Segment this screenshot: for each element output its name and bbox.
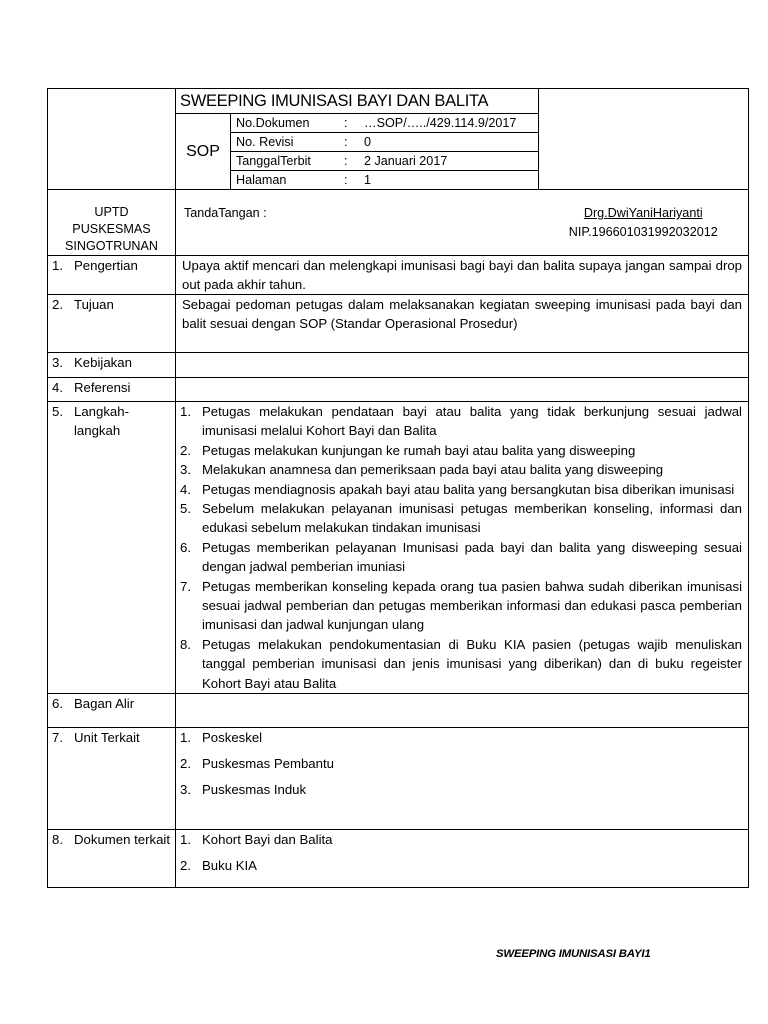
list-item bbox=[180, 577, 742, 635]
meta-value: 0 bbox=[364, 135, 372, 149]
section-number: 5. bbox=[52, 404, 63, 419]
section-number: 8. bbox=[52, 832, 63, 848]
list-item bbox=[180, 830, 742, 849]
list-item bbox=[180, 728, 742, 747]
meta-colon: : bbox=[344, 116, 348, 130]
meta-key: No.Dokumen bbox=[236, 116, 310, 130]
list-item bbox=[180, 499, 742, 538]
steps-list bbox=[180, 402, 742, 693]
document-title: SWEEPING IMUNISASI BAYI DAN BALITA bbox=[176, 89, 538, 114]
sop-block bbox=[176, 114, 538, 189]
section-title: Pengertian bbox=[74, 258, 138, 273]
meta-value: …SOP/…../429.114.9/2017 bbox=[364, 116, 517, 130]
section-title: Unit Terkait bbox=[74, 730, 140, 746]
meta-value: 1 bbox=[364, 173, 372, 187]
section-title: Kebijakan bbox=[74, 355, 132, 370]
item-text: Sebelum melakukan pelayanan imunisasi petugas memberikan konseling, informasi dan edukasi sebelum melakukan tindakan imunisasi bbox=[202, 501, 742, 536]
tujuan-text: Sebagai pedoman petugas dalam melaksanakan kegiatan sweeping imunisasi pada bayi dan balit sesuai dengan SOP (Standar Operasional Prosedur) bbox=[176, 295, 749, 353]
list-item bbox=[180, 402, 742, 441]
item-text: Puskesmas Induk bbox=[202, 782, 307, 798]
section-label bbox=[48, 256, 176, 295]
item-number: 2. bbox=[180, 756, 191, 772]
item-text: Petugas memberikan konseling kepada orang tua pasien bahwa sudah diberikan imunisasi sesuai jadwal pemberian dan petugas memberikan informasi dan edukasi pasca pemberian imunisasi dan jadwal kunjungan ulang bbox=[202, 578, 742, 633]
item-number: 8. bbox=[180, 636, 191, 652]
section-label bbox=[48, 353, 176, 378]
list-item bbox=[180, 856, 742, 875]
item-text: Petugas memberikan pelayanan Imunisasi pada bayi dan balita yang disweeping sesuai dengan jadwal pemberian imuniasi bbox=[202, 539, 742, 575]
section-number: 2. bbox=[52, 297, 63, 312]
section-title: Langkah-langkah bbox=[74, 404, 129, 438]
logo-cell-right bbox=[539, 89, 749, 190]
item-text: Petugas melakukan pendataan bayi atau balita yang tidak berkunjung sesuai jadwal imunisasi melalui Kohort Bayi dan Balita bbox=[202, 404, 742, 439]
langkah-cell bbox=[176, 402, 749, 694]
item-number: 6. bbox=[180, 539, 191, 555]
referensi-text bbox=[176, 378, 749, 402]
sop-table bbox=[47, 88, 749, 888]
section-label bbox=[48, 402, 176, 694]
dokumen-list bbox=[180, 830, 742, 875]
meta-row bbox=[231, 114, 538, 133]
page-footer: SWEEPING IMUNISASI BAYI1 bbox=[496, 948, 651, 960]
section-number: 3. bbox=[52, 355, 63, 370]
meta-value: 2 Januari 2017 bbox=[364, 154, 448, 168]
sop-label: SOP bbox=[176, 114, 231, 189]
item-number: 2. bbox=[180, 858, 191, 874]
item-text: Kohort Bayi dan Balita bbox=[202, 832, 333, 848]
section-label bbox=[48, 295, 176, 353]
item-text: Buku KIA bbox=[202, 858, 257, 874]
sop-document bbox=[47, 88, 748, 888]
org-line: PUSKESMAS bbox=[72, 222, 151, 236]
section-label bbox=[48, 830, 176, 888]
meta-key: No. Revisi bbox=[236, 135, 294, 149]
dokumen-terkait-cell bbox=[176, 830, 749, 888]
signer-name: Drg.DwiYaniHariyanti bbox=[583, 206, 703, 220]
logo-cell bbox=[48, 89, 176, 190]
meta-key: TanggalTerbit bbox=[236, 154, 311, 168]
item-number: 3. bbox=[180, 462, 191, 478]
list-item bbox=[180, 460, 742, 479]
signer-nip: NIP.196601031992032012 bbox=[568, 225, 718, 239]
item-number: 3. bbox=[180, 782, 191, 798]
section-number: 4. bbox=[52, 380, 63, 395]
org-line: SINGOTRUNAN bbox=[64, 239, 159, 253]
signer-cell bbox=[539, 190, 749, 256]
section-title: Referensi bbox=[74, 380, 131, 395]
list-item bbox=[180, 441, 742, 460]
section-number: 1. bbox=[52, 258, 63, 273]
item-number: 2. bbox=[180, 442, 191, 458]
section-title: Bagan Alir bbox=[74, 696, 135, 712]
org-line: UPTD bbox=[94, 205, 129, 219]
section-title: Tujuan bbox=[74, 297, 114, 312]
meta-colon: : bbox=[344, 154, 348, 168]
kebijakan-text bbox=[176, 353, 749, 378]
pengertian-text: Upaya aktif mencari dan melengkapi imunisasi bagi bayi dan balita supaya jangan sampai drop out pada akhir tahun. bbox=[176, 256, 749, 295]
list-item bbox=[180, 754, 742, 773]
meta-row bbox=[231, 133, 538, 152]
section-label bbox=[48, 728, 176, 830]
meta-row bbox=[231, 152, 538, 171]
item-number: 1. bbox=[180, 404, 191, 419]
section-label bbox=[48, 378, 176, 402]
organization-cell bbox=[48, 190, 176, 256]
item-number: 5. bbox=[180, 501, 191, 517]
list-item bbox=[180, 635, 742, 693]
list-item bbox=[180, 538, 742, 577]
list-item bbox=[180, 780, 742, 799]
list-item bbox=[180, 480, 742, 499]
item-number: 1. bbox=[180, 730, 191, 746]
unit-list bbox=[180, 728, 742, 799]
section-number: 7. bbox=[52, 730, 63, 746]
signature-label: TandaTangan : bbox=[176, 190, 539, 256]
bagan-alir-cell bbox=[176, 694, 749, 728]
item-number: 7. bbox=[180, 578, 191, 594]
section-number: 6. bbox=[52, 696, 63, 712]
unit-terkait-cell bbox=[176, 728, 749, 830]
item-text: Puskesmas Pembantu bbox=[202, 756, 334, 772]
meta-row bbox=[231, 171, 538, 189]
section-title: Dokumen terkait bbox=[74, 832, 171, 848]
item-text: Melakukan anamnesa dan pemeriksaan pada bayi atau balita yang disweeping bbox=[202, 462, 664, 478]
meta-colon: : bbox=[344, 135, 348, 149]
section-label bbox=[48, 694, 176, 728]
meta-colon: : bbox=[344, 173, 348, 187]
title-cell bbox=[176, 89, 539, 190]
document-meta bbox=[231, 114, 538, 189]
item-text: Petugas melakukan pendokumentasian di Buku KIA pasien (petugas wajib menuliskan tanggal pemberian imunisasi dan jenis imunisasi yang diberikan) dan di buku regeister Kohort Bayi atau Balita bbox=[202, 636, 742, 691]
item-number: 4. bbox=[180, 481, 191, 497]
item-text: Petugas mendiagnosis apakah bayi atau balita yang bersangkutan bisa diberikan imunisasi bbox=[202, 481, 735, 497]
meta-key: Halaman bbox=[236, 173, 287, 187]
item-text: Poskeskel bbox=[202, 730, 263, 746]
item-text: Petugas melakukan kunjungan ke rumah bayi atau balita yang disweeping bbox=[202, 442, 636, 458]
item-number: 1. bbox=[180, 832, 191, 848]
